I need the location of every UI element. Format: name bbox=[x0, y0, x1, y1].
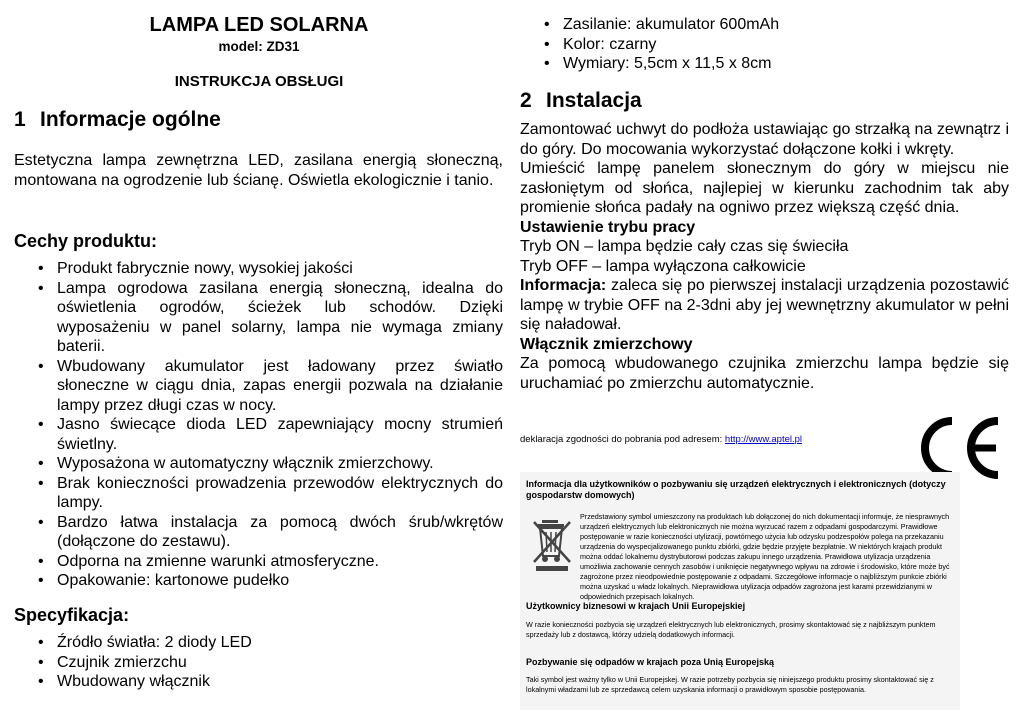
spec-item: • Czujnik zmierzchu bbox=[14, 653, 503, 673]
section2-heading bbox=[520, 89, 642, 113]
declaration-text: deklaracja zgodności do pobrania pod adresem: bbox=[520, 434, 725, 445]
installation-para-1: Zamontować uchwyt do podłoża ustawiając go strzałką na zewnątrz i do góry. Do mocowania wykorzystać dołączone kołki i wkręty. bbox=[520, 121, 1009, 158]
section1-heading bbox=[14, 108, 221, 132]
section1-number: 1 bbox=[14, 108, 26, 131]
feature-item: • Odporna na zmienne warunki atmosferyczne. bbox=[14, 552, 503, 572]
info-text: zaleca się po pierwszej instalacji urządzenia pozostawić lampę w trybie OFF na 2-3dni aby jej wewnętrzny akumulator w pełni się naładował. bbox=[520, 277, 1009, 333]
spec-heading: Specyfikacja: bbox=[14, 605, 130, 625]
section1-title: Informacje ogólne bbox=[40, 108, 221, 131]
feature-item: • Bardzo łatwa instalacja za pomocą dwóch śrub/wkrętów (dołączone do zestawu). bbox=[14, 513, 503, 552]
weee-outside-title: Pozbywanie się odpadów w krajach poza Unią Europejską bbox=[526, 657, 775, 667]
manual-heading: INSTRUKCJA OBSŁUGI bbox=[174, 73, 344, 90]
spec-item: • Wymiary: 5,5cm x 11,5 x 8cm bbox=[520, 54, 1009, 74]
spec-item: • Źródło światła: 2 diody LED bbox=[14, 633, 503, 653]
feature-item: • Brak konieczności prowadzenia przewodów elektrycznych do lampy. bbox=[14, 474, 503, 513]
installation-para-2: Umieścić lampę panelem słonecznym do góry w miejscu nie zasłoniętym od słońca, najlepiej w kierunku zachodnim tak aby promienie słońca padały na ogniwo przez większą część dnia. bbox=[520, 160, 1009, 216]
declaration-link[interactable]: http://www.aptel.pl bbox=[724, 434, 803, 445]
feature-item: • Lampa ogrodowa zasilana energią słoneczną, idealna do oświetlenia ogrodów, ścieżek lub schodów. Dzięki wyposażeniu w panel solarny, lampa nie wymaga zmiany baterii. bbox=[14, 279, 503, 357]
weee-business-body: W razie konieczności pozbycia się urządzeń elektrycznych lub elektronicznych, prosimy skontaktować się z najbliższym punktem sprzedaży lub z dostawcą, którzy udzielą dodatkowych informacji. bbox=[526, 620, 936, 639]
spec-item: • Zasilanie: akumulator 600mAh bbox=[520, 15, 1009, 35]
switch-text: Za pomocą wbudowanego czujnika zmierzchu lampa będzie się uruchamiać po zmierzchu automatycznie. bbox=[520, 355, 1009, 392]
installation-block bbox=[520, 120, 1009, 393]
spec-list-left bbox=[14, 633, 503, 692]
feature-item: • Wbudowany akumulator jest ładowany przez światło słoneczne w ciągu dnia, zapas energii pozwala na działanie lampy przez długi czas w nocy. bbox=[14, 357, 503, 416]
info-paragraph bbox=[520, 276, 1009, 335]
info-label: Informacja: bbox=[520, 277, 607, 294]
section2-title: Instalacja bbox=[546, 89, 642, 112]
switch-heading: Włącznik zmierzchowy bbox=[520, 335, 693, 353]
mode-on-text: Tryb ON – lampa będzie cały czas się świeciła bbox=[520, 238, 849, 255]
declaration-line bbox=[520, 434, 802, 445]
weee-title: Informacja dla użytkowników o pozbywaniu się urządzeń elektrycznych i elektronicznych (dotyczy gospodarstw domowych) bbox=[526, 479, 946, 500]
mode-heading: Ustawienie trybu pracy bbox=[520, 218, 696, 236]
feature-item: • Produkt fabrycznie nowy, wysokiej jakości bbox=[14, 259, 503, 279]
features-heading: Cechy produktu: bbox=[14, 231, 158, 251]
weee-business-title: Użytkownicy biznesowi w krajach Unii Europejskiej bbox=[526, 601, 746, 611]
model-label: model: ZD31 bbox=[218, 39, 300, 54]
spec-list-right bbox=[520, 15, 1009, 74]
document-title: LAMPA LED SOLARNA bbox=[149, 14, 369, 36]
weee-body: Przedstawiony symbol umieszczony na produktach lub dołączonej do nich dokumentacji informuje, że niesprawnych urządzeń elektrycznych lub elektronicznych nie można wyrzucać razem z odpadami gospodarczymi. Prawidłowe postępowanie w razie konieczności utylizacji, powtórnego użycia lub odzysku podzespołów polega na przekazaniu urządzenia do wyspecjalizowanego punktu zbiórki, gdzie będzie przyjęte bezpłatnie. W niektórych krajach produkt można oddać lokalnemu dystrybutorowi podczas zakupu innego urządzenia. Prawidłowa utylizacja urządzenia umożliwia zachowanie cennych zasobów i uniknięcie negatywnego wpływu na zdrowie i środowisko, które może być zagrożone przez nieodpowiednie postępowanie z odpadami. Szczegółowe informacje o najbliższym punkcie zbiórki można uzyskać u władz lokalnych. Nieprawidłowa utylizacja odpadów zagrożona jest karami przewidzianymi w odpowiednich przepisach lokalnych. bbox=[580, 512, 950, 601]
feature-item: • Wyposażona w automatyczny włącznik zmierzchowy. bbox=[14, 454, 503, 474]
crossed-bin-icon bbox=[530, 516, 574, 572]
intro-paragraph: Estetyczna lampa zewnętrzna LED, zasilana energią słoneczną, montowana na ogrodzenie lub ścianę. Oświetla ekologicznie i tanio. bbox=[14, 152, 503, 189]
feature-item: • Jasno świecące dioda LED zapewniający mocny strumień świetlny. bbox=[14, 415, 503, 454]
mode-off-text: Tryb OFF – lampa wyłączona całkowicie bbox=[520, 257, 806, 275]
section2-number: 2 bbox=[520, 89, 532, 112]
feature-item: • Opakowanie: kartonowe pudełko bbox=[14, 571, 503, 591]
spec-item: • Kolor: czarny bbox=[520, 35, 1009, 55]
weee-outside-body: Taki symbol jest ważny tylko w Unii Europejskej. W razie potrzeby pozbycia się niniejszego produktu prosimy skontaktować się z lokalnymi władzami lub ze sprzedawcą celem uzyskania informacji o prawidłowym sposobie postępowania. bbox=[526, 675, 934, 694]
spec-item: • Wbudowany włącznik bbox=[14, 672, 503, 692]
features-list bbox=[14, 259, 503, 591]
